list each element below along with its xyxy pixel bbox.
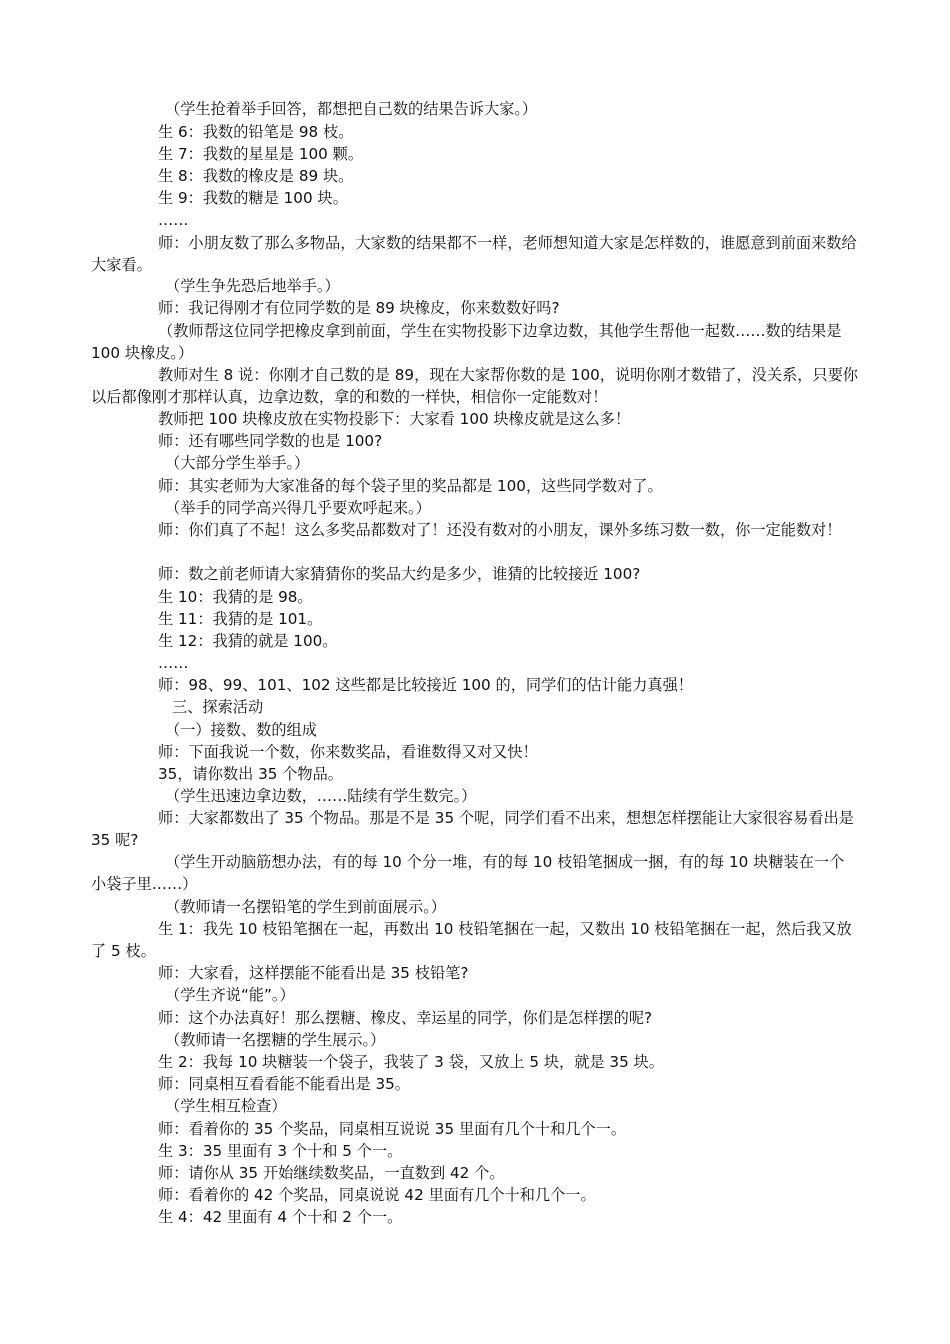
text-line: 师：98、99、101、102 这些都是比较接近 100 的，同学们的估计能力真强！ (158, 676, 693, 694)
text-line: 师：我记得刚才有位同学数的是 89 块橡皮，你来数数好吗? (158, 299, 560, 317)
text-line: 教师把 100 块橡皮放在实物投影下：大家看 100 块橡皮就是这么多！ (158, 410, 631, 428)
text-line: 生 7：我数的星星是 100 颗。 (158, 145, 364, 163)
subsection-heading: （一）接数、数的组成 (165, 721, 317, 739)
text-line: 师：这个办法真好！那么摆糖、橡皮、幸运星的同学，你们是怎样摆的呢? (158, 1009, 653, 1027)
text-line: （学生抢着举手回答，都想把自己数的结果告诉大家。） (165, 100, 538, 118)
text-line: （教师请一名摆铅笔的学生到前面展示。） (165, 898, 446, 916)
text-line: 生 3：35 里面有 3 个十和 5 个一。 (158, 1142, 403, 1160)
text-line: 生 6：我数的铅笔是 98 枝。 (158, 123, 354, 141)
text-paragraph: （教师帮这位同学把橡皮拿到前面，学生在实物投影下边拿边数，其他学生帮他一起数……数的结果是 100 块橡皮。） (91, 322, 842, 362)
text-line: 师：看着你的 35 个奖品，同桌相互说说 35 里面有几个十和几个一。 (158, 1120, 627, 1138)
section-heading: 三、探索活动 (172, 698, 264, 716)
text-line: 生 12：我猜的就是 100。 (158, 632, 338, 650)
text-line: 35，请你数出 35 个物品。 (158, 765, 343, 783)
text-line: …… (158, 654, 189, 672)
text-line: 师：大家看，这样摆能不能看出是 35 枝铅笔? (158, 964, 469, 982)
text-line: 师：还有哪些同学数的也是 100? (158, 432, 383, 450)
text-paragraph: 师：大家都数出了 35 个物品。那是不是 35 个呢，同学们看不出来，想想怎样摆能让大家很容易看出是 35 呢? (91, 809, 854, 849)
text-line: 师：看着你的 42 个奖品，同桌说说 42 里面有几个十和几个一。 (158, 1186, 596, 1204)
text-paragraph: （学生开动脑筋想办法，有的每 10 个分一堆，有的每 10 枝铅笔捆成一捆，有的每 10 块糖装在一个小袋子里……） (91, 853, 845, 893)
text-line: （学生迅速边拿边数，……陆续有学生数完。） (165, 787, 477, 805)
text-line: …… (158, 211, 189, 229)
text-paragraph: 师：小朋友数了那么多物品，大家数的结果都不一样，老师想知道大家是怎样数的，谁愿意到前面来数给大家看。 (91, 234, 857, 274)
text-line: 生 4：42 里面有 4 个十和 2 个一。 (158, 1208, 403, 1226)
text-line: （学生争先恐后地举手。） (165, 277, 340, 295)
text-paragraph: 师：你们真了不起！这么多奖品都数对了！还没有数对的小朋友，课外多练习数一数，你一定能数对！ (158, 521, 842, 539)
text-line: （学生相互检查） (165, 1097, 287, 1115)
text-line: 师：下面我说一个数，你来数奖品，看谁数得又对又快！ (158, 743, 538, 761)
text-line: 师：请你从 35 开始继续数奖品，一直数到 42 个。 (158, 1164, 505, 1182)
text-line: 生 2：我每 10 块糖装一个袋子，我装了 3 袋，又放上 5 块，就是 35 块。 (158, 1053, 664, 1071)
text-line: 生 8：我数的橡皮是 89 块。 (158, 167, 354, 185)
text-line: 师：数之前老师请大家猜猜你的奖品大约是多少，谁猜的比较接近 100? (158, 565, 641, 583)
text-line: 生 11：我猜的是 101。 (158, 610, 323, 628)
text-line: （学生齐说“能”。） (165, 986, 295, 1004)
text-paragraph: 生 1：我先 10 枝铅笔捆在一起，再数出 10 枝铅笔捆在一起，又数出 10 枝铅笔捆在一起，然后我又放了 5 枝。 (91, 920, 852, 960)
text-line: （举手的同学高兴得几乎要欢呼起来。） (165, 499, 431, 517)
text-line: 师：同桌相互看看能不能看出是 35。 (158, 1075, 410, 1093)
text-line: （教师请一名摆糖的学生展示。） (165, 1031, 386, 1049)
text-line: 生 10：我猜的是 98。 (158, 588, 313, 606)
text-line: 生 9：我数的糖是 100 块。 (158, 189, 348, 207)
text-line: （大部分学生举手。） (165, 454, 310, 472)
text-line: 师：其实老师为大家准备的每个袋子里的奖品都是 100，这些同学数对了。 (158, 477, 663, 495)
text-paragraph: 教师对生 8 说：你刚才自己数的是 89，现在大家帮你数的是 100，说明你刚才数错了，没关系，只要你以后都像刚才那样认真，边拿边数，拿的和数的一样快，相信你一定能数对！ (91, 366, 858, 406)
